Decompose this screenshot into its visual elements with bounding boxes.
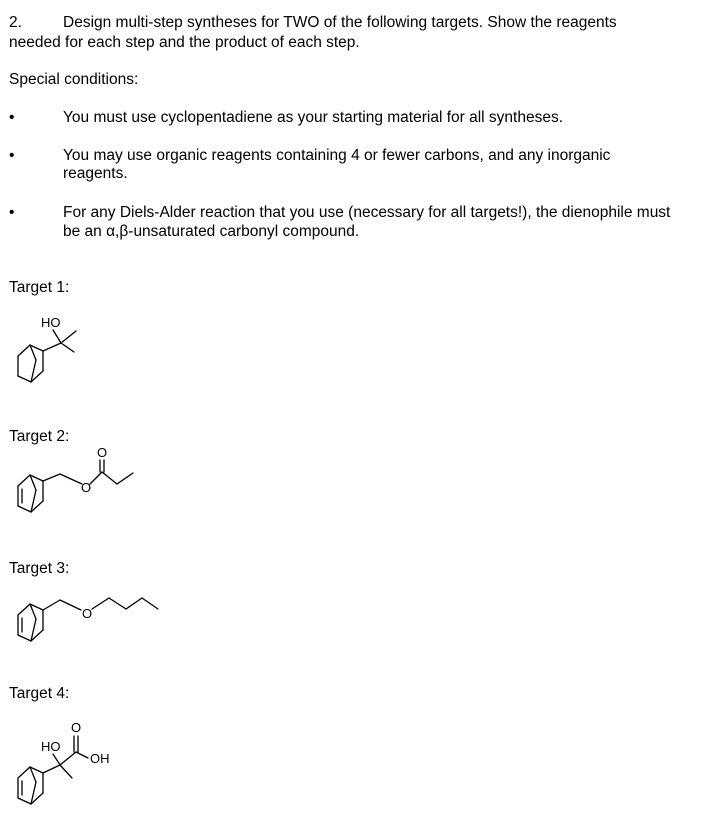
target-2-label: Target 2: (9, 428, 70, 445)
question-text-line-2: needed for each step and the product of each step. (9, 34, 360, 51)
bullet-2-symbol: • (9, 147, 15, 164)
bond-ring-ch2 (43, 474, 60, 481)
norbornene-ring (18, 475, 43, 512)
hydroxyl-label: HO (41, 739, 61, 754)
bullet-1-line-1: You must use cyclopentadiene as your starting material for all syntheses. (63, 109, 563, 126)
bond-carbonyl-ch2 (102, 472, 117, 484)
bullet-2-line-2: reagents. (63, 165, 128, 182)
bond-c-carboxyl (60, 752, 76, 765)
bond-c3-oh (53, 330, 61, 343)
bullet-3-line-2: be an α,β-unsaturated carbonyl compound. (63, 223, 360, 240)
target-1-label: Target 1: (9, 279, 70, 296)
hydroxyl-label: HO (41, 315, 61, 330)
bond-o-ch2 (92, 598, 109, 609)
bond-c-methyl (60, 765, 72, 778)
question-text-line-1: Design multi-step syntheses for TWO of the following targets. Show the reagents (63, 14, 617, 31)
bond-ring-ch2 (43, 600, 60, 610)
bond-o-carbonyl (90, 472, 102, 484)
bullet-3-line-1: For any Diels-Alder reaction that you use (necessary for all targets!), the dienophile must (63, 204, 671, 221)
target-3-label: Target 3: (9, 560, 70, 577)
bond-methyl-b (61, 343, 74, 352)
bond-ring-c (43, 765, 60, 773)
bullet-3-symbol: • (9, 204, 15, 221)
bond-ethyl (117, 473, 133, 484)
bond-chain-1 (109, 598, 126, 609)
special-conditions-heading: Special conditions: (9, 71, 139, 88)
carbonyl-oxygen-label: O (97, 445, 108, 460)
target-2-structure (8, 442, 148, 522)
bond-ch2-o (60, 600, 81, 610)
bond-c2-c3 (43, 343, 61, 351)
bond-carboxyl-oh (76, 752, 88, 758)
target-3-structure (8, 582, 168, 652)
carbonyl-oxygen-label: O (71, 720, 82, 735)
target-1-structure (8, 312, 108, 392)
bond-c-oh (53, 754, 60, 765)
bullet-1-symbol: • (9, 109, 15, 126)
target-4-structure (8, 714, 148, 814)
norbornene-ring (18, 767, 43, 804)
bond-ch2-o (60, 474, 82, 484)
carboxyl-oh-label: OH (90, 751, 110, 766)
ether-oxygen-label: O (82, 606, 93, 621)
bond-methyl-a (61, 331, 76, 343)
bond-chain-3 (142, 598, 158, 609)
norbornane-ring (18, 345, 43, 382)
target-4-label: Target 4: (9, 685, 70, 702)
ester-oxygen-label: O (81, 480, 92, 495)
bond-chain-2 (126, 598, 142, 609)
question-number: 2. (9, 14, 22, 31)
norbornene-ring (18, 604, 43, 641)
bullet-2-line-1: You may use organic reagents containing 4 or fewer carbons, and any inorganic (63, 147, 611, 164)
